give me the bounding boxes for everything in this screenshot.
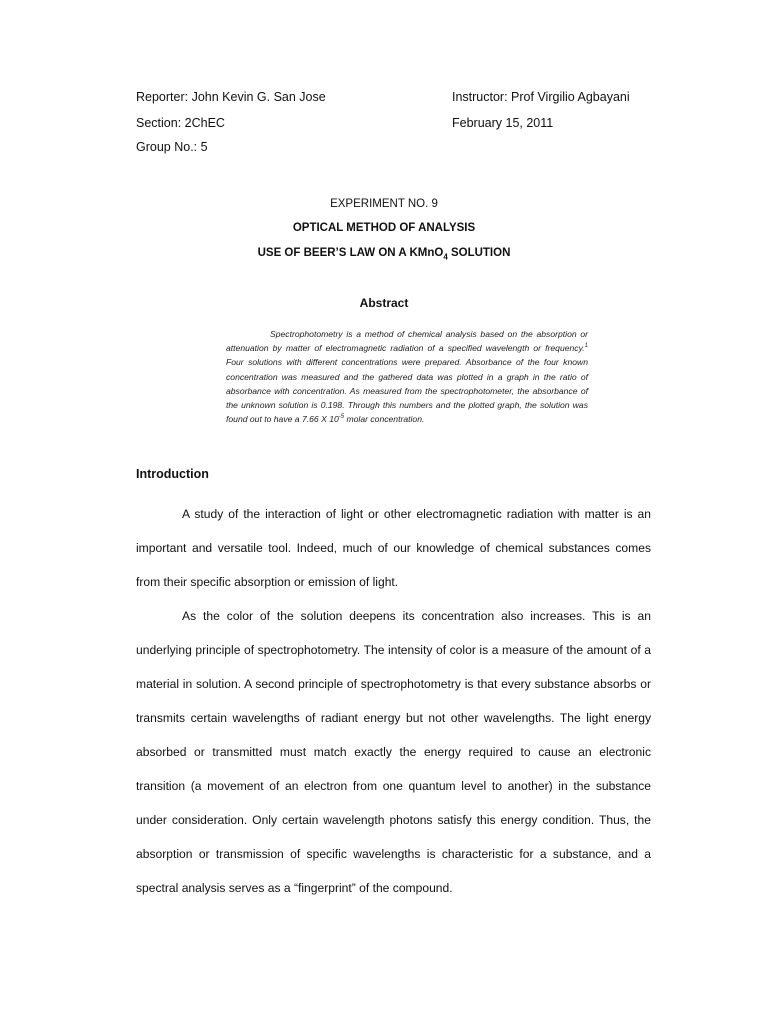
introduction-paragraph: A study of the interaction of light or other electromagnetic radiation with matter is an important and versatile tool. Indeed, much of our knowledge of chemical substances comes from their specific absorption or emission of light. <box>136 507 651 589</box>
experiment-title-suffix: SOLUTION <box>447 247 511 259</box>
abstract-heading: Abstract <box>359 296 409 310</box>
date-line: February 15, 2011 <box>452 116 554 130</box>
experiment-title-subscript: 4 <box>443 252 448 262</box>
introduction-heading: Introduction <box>136 467 209 481</box>
abstract-body <box>226 327 588 426</box>
abstract-footnote: 1 <box>584 343 588 350</box>
abstract-text-1: Spectrophotometry is a method of chemical analysis based on the absorption or attenuation by matter of electromagnetic radiation of a specified wavelength or frequency. <box>226 329 588 354</box>
abstract-exponent: -5 <box>338 414 345 421</box>
section-line: Section: 2ChEC <box>136 116 225 130</box>
experiment-number: EXPERIMENT NO. 9 <box>330 198 438 210</box>
instructor-line: Instructor: Prof Virgilio Agbayani <box>452 90 630 104</box>
introduction-paragraph: As the color of the solution deepens its concentration also increases. This is an underlying principle of spectrophotometry. The intensity of color is a measure of the amount of a material in solution. A second principle of spectrophotometry is that every substance absorbs or transmits certain wavelengths of radiant energy but not other wavelengths. The light energy absorbed or transmitted must match exactly the energy required to cause an electronic transition (a movement of an electron from one quantum level to another) in the substance under consideration. Only certain wavelength photons satisfy this energy condition. Thus, the absorption or transmission of specific wavelengths is characteristic for a substance, and a spectral analysis serves as a “fingerprint” of the compound. <box>136 609 651 895</box>
introduction-body <box>136 497 651 905</box>
reporter-line: Reporter: John Kevin G. San Jose <box>136 90 326 104</box>
group-line: Group No.: 5 <box>136 140 208 154</box>
experiment-title <box>0 247 768 262</box>
abstract-text-3: molar concentration. <box>344 414 425 425</box>
abstract-text-2: Four solutions with different concentrations were prepared. Absorbance of the four known concentration was measured and the gathered data was plotted in a graph in the ratio of absorbance with concentration. As measured from the spectrophotometer, the absorbance of the unknown solution is 0.198. Through this numbers and the plotted graph, the solution was found out to have a 7.66 X 10 <box>226 357 588 425</box>
experiment-method: OPTICAL METHOD OF ANALYSIS <box>292 222 476 234</box>
experiment-title-prefix: USE OF BEER’S LAW ON A KMnO <box>257 247 444 259</box>
